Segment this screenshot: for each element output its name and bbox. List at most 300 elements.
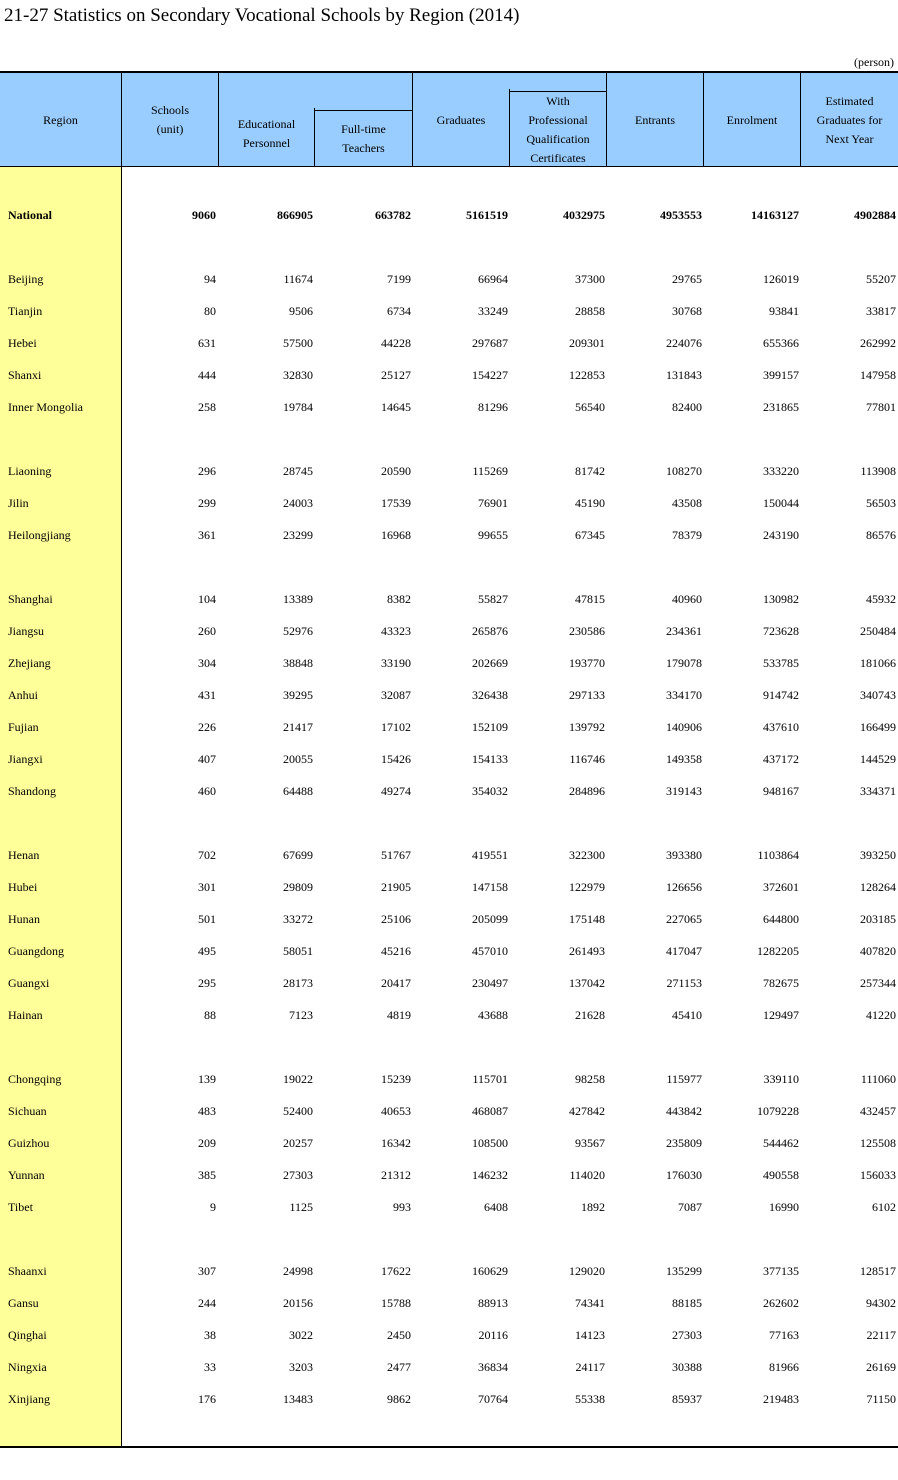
table-cell: 122853 [569,368,605,382]
table-row [0,302,898,320]
region-name: Anhui [8,688,38,702]
table-cell: 175148 [569,912,605,926]
table-cell: 56503 [866,496,896,510]
table-cell: 24003 [283,496,313,510]
table-cell: 37300 [575,272,605,286]
table-cell: 116746 [569,752,605,766]
header-subline-certificates [510,91,606,92]
table-cell: 1125 [289,1200,313,1214]
table-cell: 58051 [283,944,313,958]
table-cell: 631 [198,336,216,350]
table-cell: 16990 [769,1200,799,1214]
table-cell: 27303 [283,1168,313,1182]
table-cell: 104 [198,592,216,606]
table-row [0,974,898,992]
table-cell: 128264 [860,880,896,894]
table-cell: 4953553 [660,208,702,222]
table-cell: 224076 [666,336,702,350]
table-cell: 15788 [381,1296,411,1310]
table-cell: 49274 [381,784,411,798]
table-cell: 23299 [283,528,313,542]
table-cell: 45190 [575,496,605,510]
region-name: Sichuan [8,1104,47,1118]
table-cell: 108270 [666,464,702,478]
table-cell: 56540 [575,400,605,414]
table-cell: 257344 [860,976,896,990]
table-cell: 29809 [283,880,313,894]
table-cell: 78379 [672,528,702,542]
table-cell: 24998 [283,1264,313,1278]
table-cell: 14163127 [751,208,799,222]
table-cell: 319143 [666,784,702,798]
table-row [0,718,898,736]
header-schools-text: Schools (unit) [150,103,189,136]
table-cell: 9 [210,1200,216,1214]
table-cell: 209 [198,1136,216,1150]
table-cell: 20417 [381,976,411,990]
table-cell: 38848 [283,656,313,670]
table-cell: 33817 [866,304,896,318]
header-full-time-teachers-text: Full-time Teachers [341,122,386,155]
table-cell: 115977 [666,1072,702,1086]
table-cell: 299 [198,496,216,510]
table-row [0,334,898,352]
table-cell: 723628 [763,624,799,638]
table-cell: 262602 [763,1296,799,1310]
region-name: Liaoning [8,464,52,478]
table-cell: 99655 [478,528,508,542]
table-cell: 20257 [283,1136,313,1150]
table-row [0,910,898,928]
table-cell: 495 [198,944,216,958]
table-cell: 144529 [860,752,896,766]
table-cell: 29765 [672,272,702,286]
region-name: Shanxi [8,368,42,382]
table-cell: 3022 [289,1328,313,1342]
table-header [0,71,898,167]
table-cell: 304 [198,656,216,670]
region-name: Shaanxi [8,1264,47,1278]
table-cell: 152109 [472,720,508,734]
table-cell: 33190 [381,656,411,670]
region-name: Hainan [8,1008,43,1022]
region-name: Fujian [8,720,39,734]
region-name: Yunnan [8,1168,45,1182]
table-cell: 2477 [387,1360,411,1374]
table-cell: 156033 [860,1168,896,1182]
table-cell: 21905 [381,880,411,894]
table-cell: 55338 [575,1392,605,1406]
table-cell: 2450 [387,1328,411,1342]
table-cell: 30388 [672,1360,702,1374]
table-cell: 7123 [289,1008,313,1022]
table-cell: 32087 [381,688,411,702]
region-name: Qinghai [8,1328,47,1342]
header-schools [122,73,218,167]
table-row [0,1198,898,1216]
table-row [0,494,898,512]
table-cell: 431 [198,688,216,702]
region-name: Hebei [8,336,37,350]
table-cell: 41220 [866,1008,896,1022]
table-cell: 40653 [381,1104,411,1118]
national-row [0,206,898,224]
header-subline-teachers [315,110,412,111]
table-cell: 203185 [860,912,896,926]
table-cell: 13389 [283,592,313,606]
table-cell: 6102 [872,1200,896,1214]
table-cell: 7199 [387,272,411,286]
table-cell: 19022 [283,1072,313,1086]
table-cell: 139792 [569,720,605,734]
table-cell: 80 [204,304,216,318]
table-cell: 14123 [575,1328,605,1342]
table-cell: 7087 [678,1200,702,1214]
table-cell: 51767 [381,848,411,862]
page-title: 21-27 Statistics on Secondary Vocational Schools by Region (2014) [4,5,520,26]
table-cell: 443842 [666,1104,702,1118]
table-cell: 219483 [763,1392,799,1406]
table-row [0,942,898,960]
table-cell: 544462 [763,1136,799,1150]
table-cell: 28745 [283,464,313,478]
table-cell: 52976 [283,624,313,638]
table-cell: 284896 [569,784,605,798]
table-cell: 126656 [666,880,702,894]
table-cell: 25106 [381,912,411,926]
header-entrants: Entrants [635,112,675,127]
table-cell: 140906 [666,720,702,734]
table-cell: 339110 [763,1072,799,1086]
table-cell: 76901 [478,496,508,510]
region-name: Jilin [8,496,29,510]
table-cell: 663782 [375,208,411,222]
region-name: Tianjin [8,304,43,318]
column-divider [314,108,315,167]
table-cell: 129497 [763,1008,799,1022]
table-cell: 297133 [569,688,605,702]
table-cell: 11674 [283,272,313,286]
table-cell: 243190 [763,528,799,542]
table-cell: 21628 [575,1008,605,1022]
table-cell: 25127 [381,368,411,382]
table-cell: 244 [198,1296,216,1310]
table-cell: 128517 [860,1264,896,1278]
table-cell: 64488 [283,784,313,798]
region-name: Hunan [8,912,40,926]
table-cell: 432457 [860,1104,896,1118]
table-cell: 326438 [472,688,508,702]
table-cell: 193770 [569,656,605,670]
region-name: Xinjiang [8,1392,50,1406]
table-cell: 45410 [672,1008,702,1022]
table-cell: 115269 [472,464,508,478]
table-cell: 340743 [860,688,896,702]
table-cell: 231865 [763,400,799,414]
table-cell: 296 [198,464,216,478]
region-name: Henan [8,848,40,862]
table-cell: 179078 [666,656,702,670]
table-cell: 385 [198,1168,216,1182]
table-row [0,654,898,672]
table-cell: 111060 [860,1072,896,1086]
table-cell: 4902884 [854,208,896,222]
table-cell: 20055 [283,752,313,766]
table-cell: 43508 [672,496,702,510]
column-divider [218,71,219,167]
table-cell: 226 [198,720,216,734]
table-cell: 262992 [860,336,896,350]
table-row [0,1262,898,1280]
table-row [0,782,898,800]
table-cell: 176 [198,1392,216,1406]
table-row [0,750,898,768]
table-cell: 38 [204,1328,216,1342]
table-cell: 166499 [860,720,896,734]
table-cell: 9506 [289,304,313,318]
table-cell: 354032 [472,784,508,798]
table-cell: 234361 [666,624,702,638]
table-cell: 1892 [581,1200,605,1214]
table-cell: 21312 [381,1168,411,1182]
table-cell: 55827 [478,592,508,606]
region-name: Guizhou [8,1136,50,1150]
table-cell: 1282205 [757,944,799,958]
table-cell: 14645 [381,400,411,414]
table-cell: 39295 [283,688,313,702]
table-cell: 88185 [672,1296,702,1310]
column-divider [606,71,607,167]
header-full-time-teachers [315,111,412,167]
table-cell: 98258 [575,1072,605,1086]
table-cell: 230497 [472,976,508,990]
table-cell: 444 [198,368,216,382]
table-cell: 361 [198,528,216,542]
region-name: Jiangxi [8,752,43,766]
table-row [0,462,898,480]
table-cell: 307 [198,1264,216,1278]
region-name: Heilongjiang [8,528,71,542]
table-cell: 261493 [569,944,605,958]
table-cell: 176030 [666,1168,702,1182]
table-cell: 227065 [666,912,702,926]
table-cell: 9862 [387,1392,411,1406]
table-cell: 399157 [763,368,799,382]
table-cell: 81742 [575,464,605,478]
column-divider [412,71,413,167]
table-cell: 20590 [381,464,411,478]
table-cell: 334371 [860,784,896,798]
table-cell: 460 [198,784,216,798]
region-name: Guangxi [8,976,50,990]
table-cell: 40960 [672,592,702,606]
table-cell: 115701 [472,1072,508,1086]
table-row [0,1294,898,1312]
table-cell: 122979 [569,880,605,894]
table-cell: 33272 [283,912,313,926]
table-cell: 427842 [569,1104,605,1118]
table-row [0,270,898,288]
table-cell: 43688 [478,1008,508,1022]
table-cell: 160629 [472,1264,508,1278]
column-divider [121,71,122,1446]
table-cell: 9060 [192,208,216,222]
table-row [0,1358,898,1376]
table-cell: 70764 [478,1392,508,1406]
table-cell: 322300 [569,848,605,862]
table-cell: 146232 [472,1168,508,1182]
table-row [0,1006,898,1024]
table-cell: 150044 [763,496,799,510]
region-name: Jiangsu [8,624,44,638]
table-cell: 81296 [478,400,508,414]
table-cell: 468087 [472,1104,508,1118]
header-with-certificates [510,92,606,167]
table-row [0,846,898,864]
table-cell: 86576 [866,528,896,542]
table-cell: 6408 [484,1200,508,1214]
region-name: Gansu [8,1296,39,1310]
table-cell: 26169 [866,1360,896,1374]
table-cell: 1103864 [757,848,799,862]
table-cell: 19784 [283,400,313,414]
table-row [0,526,898,544]
table-cell: 334170 [666,688,702,702]
table-cell: 417047 [666,944,702,958]
table-cell: 45932 [866,592,896,606]
table-cell: 181066 [860,656,896,670]
table-cell: 45216 [381,944,411,958]
table-cell: 52400 [283,1104,313,1118]
table-cell: 17102 [381,720,411,734]
table-cell: 22117 [866,1328,896,1342]
table-cell: 43323 [381,624,411,638]
table-cell: 271153 [666,976,702,990]
table-cell: 67345 [575,528,605,542]
table-cell: 437610 [763,720,799,734]
table-cell: 44228 [381,336,411,350]
table-cell: 82400 [672,400,702,414]
table-cell: 28173 [283,976,313,990]
table-cell: 27303 [672,1328,702,1342]
table-cell: 135299 [666,1264,702,1278]
table-cell: 230586 [569,624,605,638]
table-row [0,398,898,416]
table-cell: 71150 [866,1392,896,1406]
table-cell: 129020 [569,1264,605,1278]
table-cell: 77163 [769,1328,799,1342]
table-cell: 3203 [289,1360,313,1374]
table-cell: 30768 [672,304,702,318]
table-cell: 24117 [575,1360,605,1374]
table-cell: 372601 [763,880,799,894]
table-cell: 702 [198,848,216,862]
region-name: Hubei [8,880,38,894]
table-cell: 57500 [283,336,313,350]
table-cell: 154227 [472,368,508,382]
header-region: Region [43,112,78,127]
table-row [0,1390,898,1408]
table-cell: 16342 [381,1136,411,1150]
header-with-certificates-text: With Professional Qualification Certificates [526,93,590,165]
table-cell: 21417 [283,720,313,734]
table-cell: 457010 [472,944,508,958]
table-cell: 130982 [763,592,799,606]
column-divider [800,71,801,167]
table-row [0,686,898,704]
table-cell: 377135 [763,1264,799,1278]
region-name: Ningxia [8,1360,47,1374]
table-cell: 125508 [860,1136,896,1150]
table-row [0,1166,898,1184]
table-cell: 137042 [569,976,605,990]
table-cell: 66964 [478,272,508,286]
table-cell: 209301 [569,336,605,350]
table-cell: 20116 [478,1328,508,1342]
table-row [0,366,898,384]
table-cell: 88913 [478,1296,508,1310]
table-row [0,590,898,608]
table-cell: 32830 [283,368,313,382]
table-cell: 15426 [381,752,411,766]
table-bottom-rule [0,1446,898,1448]
region-name: Shandong [8,784,56,798]
table-cell: 108500 [472,1136,508,1150]
table-cell: 17539 [381,496,411,510]
table-cell: 297687 [472,336,508,350]
table-cell: 126019 [763,272,799,286]
table-cell: 407 [198,752,216,766]
table-cell: 6734 [387,304,411,318]
table-cell: 8382 [387,592,411,606]
table-row [0,1134,898,1152]
table-cell: 250484 [860,624,896,638]
column-divider [703,71,704,167]
table-cell: 948167 [763,784,799,798]
table-cell: 993 [393,1200,411,1214]
region-name: Guangdong [8,944,64,958]
table-row [0,1326,898,1344]
table-cell: 16968 [381,528,411,542]
table-cell: 301 [198,880,216,894]
table-cell: 93841 [769,304,799,318]
table-cell: 36834 [478,1360,508,1374]
table-row [0,622,898,640]
header-graduates: Graduates [436,112,486,127]
table-cell: 333220 [763,464,799,478]
table-cell: 81966 [769,1360,799,1374]
table-cell: 33249 [478,304,508,318]
column-divider [509,89,510,167]
table-cell: 5161519 [466,208,508,222]
table-cell: 258 [198,400,216,414]
table-cell: 4032975 [563,208,605,222]
table-cell: 782675 [763,976,799,990]
table-cell: 407820 [860,944,896,958]
region-name: Zhejiang [8,656,51,670]
table-cell: 419551 [472,848,508,862]
region-name: Inner Mongolia [8,400,83,414]
unit-label: (person) [854,55,894,69]
table-cell: 437172 [763,752,799,766]
region-name: Tibet [8,1200,33,1214]
region-name: Beijing [8,272,44,286]
table-cell: 4819 [387,1008,411,1022]
table-cell: 147158 [472,880,508,894]
table-cell: 17622 [381,1264,411,1278]
table-row [0,1102,898,1120]
table-cell: 149358 [666,752,702,766]
